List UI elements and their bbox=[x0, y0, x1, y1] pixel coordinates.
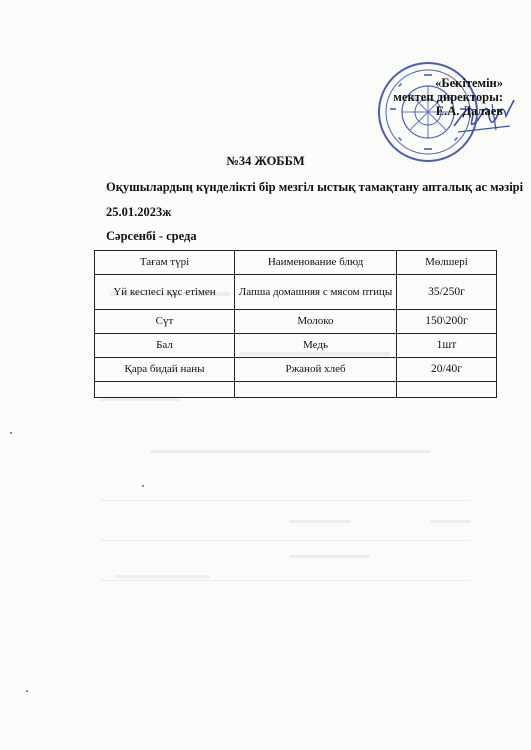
scan-speck bbox=[142, 485, 144, 487]
bleed-through-mark bbox=[290, 520, 350, 523]
bleed-through-mark bbox=[100, 540, 470, 541]
dish-quantity bbox=[397, 382, 497, 398]
table-row bbox=[95, 382, 497, 398]
dish-name-kz: Сүт bbox=[95, 310, 235, 334]
menu-day: Сәрсенбі - среда bbox=[106, 229, 197, 243]
bleed-through-mark bbox=[290, 555, 370, 558]
table-row bbox=[95, 334, 497, 358]
dish-quantity: 1шт bbox=[397, 334, 497, 358]
school-name: №34 ЖОББМ bbox=[226, 154, 305, 168]
menu-title: Оқушылардың күнделікті бір мезгіл ыстық тамақтану апталық ас мәзірі bbox=[106, 180, 524, 194]
table-row bbox=[95, 275, 497, 310]
dish-quantity: 150\200г bbox=[397, 310, 497, 334]
table-header-row bbox=[95, 251, 497, 275]
bleed-through-mark bbox=[100, 500, 470, 501]
dish-name-ru: Лапша домашняя с мясом птицы bbox=[235, 275, 397, 310]
dish-name-kz bbox=[95, 382, 235, 398]
approval-name: Е.А. Далаев bbox=[435, 104, 503, 118]
dish-name-kz: Үй кеспесі құс етімен bbox=[95, 275, 235, 310]
bleed-through-mark bbox=[430, 520, 470, 523]
approval-block bbox=[393, 76, 503, 118]
dish-name-ru: Молоко bbox=[235, 310, 397, 334]
dish-name-ru: Ржаной хлеб bbox=[235, 358, 397, 382]
bleed-through-mark bbox=[100, 398, 180, 401]
dish-name-kz: Қара бидай наны bbox=[95, 358, 235, 382]
dish-name-kz: Бал bbox=[95, 334, 235, 358]
approval-heading: «Бекітемін» bbox=[435, 76, 503, 90]
column-header: Тағам түрі bbox=[95, 251, 235, 275]
bleed-through-mark bbox=[150, 450, 430, 453]
menu-table bbox=[94, 250, 497, 398]
dish-name-ru: Медь bbox=[235, 334, 397, 358]
column-header: Наименование блюд bbox=[235, 251, 397, 275]
scan-speck bbox=[10, 432, 12, 434]
dish-quantity: 20/40г bbox=[397, 358, 497, 382]
menu-date: 25.01.2023ж bbox=[106, 205, 172, 219]
table-row bbox=[95, 358, 497, 382]
table-row bbox=[95, 310, 497, 334]
bleed-through-mark bbox=[115, 575, 210, 578]
dish-quantity: 35/250г bbox=[397, 275, 497, 310]
bleed-through-mark bbox=[100, 580, 470, 581]
dish-name-ru bbox=[235, 382, 397, 398]
scan-speck bbox=[26, 690, 28, 692]
approval-role: мектеп директоры: bbox=[393, 90, 503, 104]
column-header: Мөлшері bbox=[397, 251, 497, 275]
